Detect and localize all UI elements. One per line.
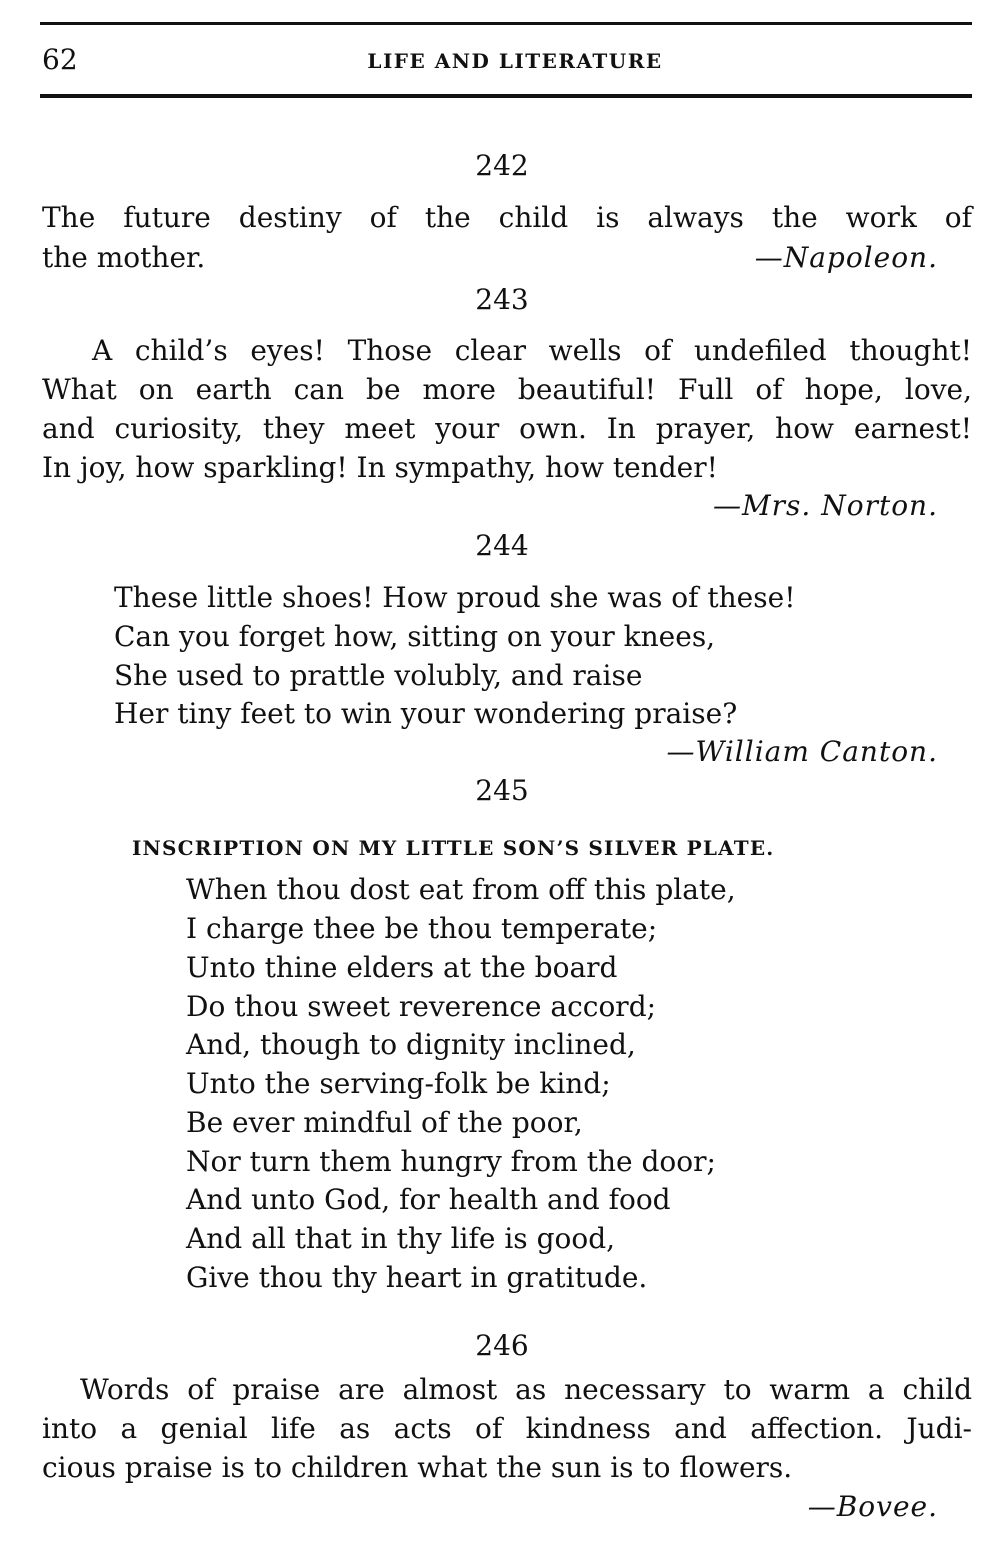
prose-line: Words of praise are almost as necessary to warm a child	[80, 1373, 972, 1406]
prose-line: The future destiny of the child is always the work of	[42, 201, 972, 234]
verse-line: Her tiny feet to win your wondering praise?	[114, 697, 738, 730]
verse-line: She used to prattle volubly, and raise	[114, 659, 643, 692]
verse-line: Nor turn them hungry from the door;	[186, 1145, 716, 1178]
attribution: —Mrs. Norton.	[712, 489, 938, 522]
header-rule-top	[40, 22, 972, 25]
prose-line: In joy, how sparkling! In sympathy, how tender!	[42, 451, 718, 484]
verse-line: I charge thee be thou temperate;	[186, 912, 658, 945]
prose-line: into a genial life as acts of kindness and affection. Judi-	[42, 1412, 972, 1445]
verse-line: And, though to dignity inclined,	[186, 1028, 636, 1061]
entry-number: 245	[475, 774, 529, 807]
verse-line: And unto God, for health and food	[186, 1183, 671, 1216]
attribution: —Bovee.	[807, 1490, 938, 1523]
entry-number: 244	[475, 529, 529, 562]
verse-line: These little shoes! How proud she was of these!	[114, 581, 796, 614]
header-rule-bottom	[40, 94, 972, 98]
verse-line: And all that in thy life is good,	[186, 1222, 616, 1255]
poem-title: INSCRIPTION ON MY LITTLE SON’S SILVER PLATE.	[132, 836, 775, 860]
verse-line: Unto thine elders at the board	[186, 951, 618, 984]
verse-line: Can you forget how, sitting on your knees,	[114, 620, 716, 653]
entry-number: 243	[475, 283, 529, 316]
entry-number: 246	[475, 1329, 529, 1362]
verse-line: Unto the serving-folk be kind;	[186, 1067, 611, 1100]
attribution: —William Canton.	[666, 735, 938, 768]
verse-line: When thou dost eat from off this plate,	[186, 873, 736, 906]
verse-line: Give thou thy heart in gratitude.	[186, 1261, 648, 1294]
verse-line: Do thou sweet reverence accord;	[186, 990, 657, 1023]
entry-number: 242	[475, 149, 529, 182]
prose-line: cious praise is to children what the sun is to flowers.	[42, 1451, 793, 1484]
prose-line: the mother.	[42, 241, 206, 274]
attribution: —Napoleon.	[754, 241, 938, 274]
prose-line: A child’s eyes! Those clear wells of undefiled thought!	[92, 334, 972, 367]
running-title: LIFE AND LITERATURE	[367, 49, 663, 73]
verse-line: Be ever mindful of the poor,	[186, 1106, 583, 1139]
page-number: 62	[42, 43, 78, 76]
prose-line: and curiosity, they meet your own. In prayer, how earnest!	[42, 412, 972, 445]
prose-line: What on earth can be more beautiful! Full of hope, love,	[42, 373, 972, 406]
